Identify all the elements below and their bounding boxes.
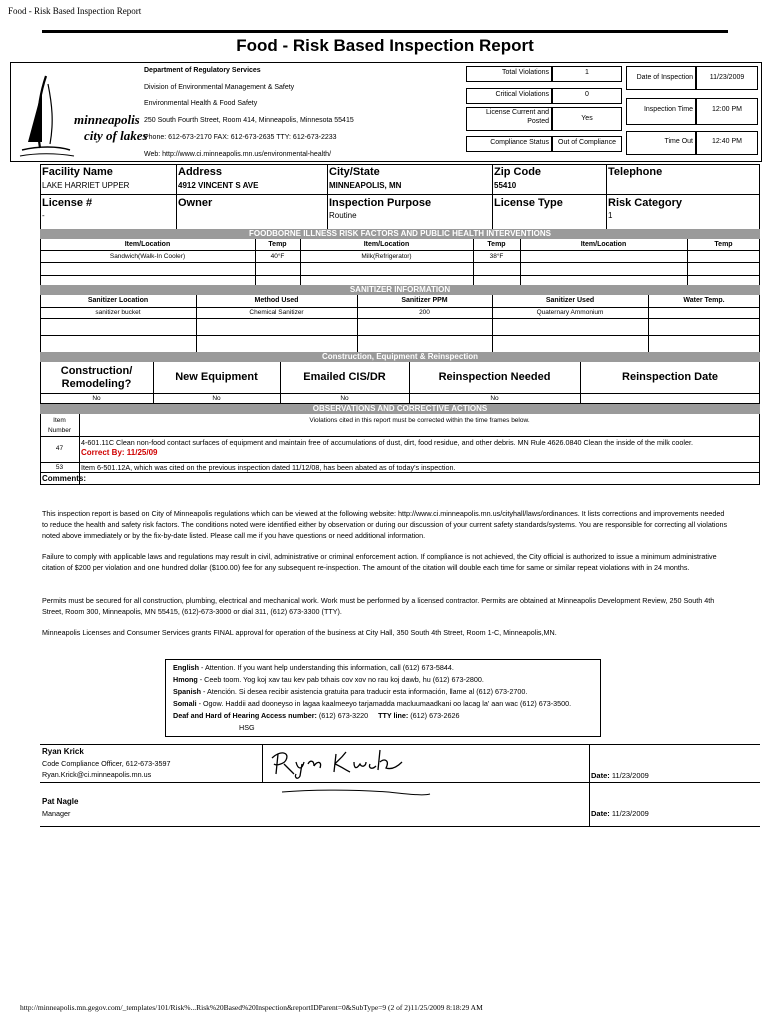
time-box: [696, 98, 758, 125]
foodborne-row-rule-2: [40, 262, 760, 263]
city-state-value: MINNEAPOLIS, MN: [329, 181, 402, 190]
zip-code-value: 55410: [494, 181, 517, 190]
manager-signature: [278, 784, 438, 804]
language-english-label: English: [173, 663, 199, 672]
logo-wordmark-city-of-lakes: city of lakes: [84, 128, 148, 143]
construction-header-line-1: Construction/: [60, 365, 133, 377]
inspection-time-label: Inspection Time: [643, 106, 693, 113]
language-hmong-text: - Ceeb toom. Yog koj xav tau kev pab txhais cov xov no rau koj dawb, hu (612) 673-2800.: [197, 675, 484, 684]
foodborne-row-rule-3: [40, 275, 760, 276]
license-current-value: Yes: [581, 115, 593, 122]
facility-col-rule-1: [176, 164, 177, 232]
facility-mid-rule: [40, 194, 760, 195]
signature-bottom-rule: [40, 826, 760, 827]
license-current-label-2: Posted: [527, 118, 549, 125]
critical-violations-box: [552, 88, 622, 104]
time-out-label: Time Out: [664, 138, 693, 145]
tty-line-number: (612) 673-2626: [408, 711, 460, 720]
browser-page-title: Food - Risk Based Inspection Report: [8, 6, 142, 16]
report-title: Food - Risk Based Inspection Report: [236, 36, 534, 55]
paragraph-permits: Permits must be secured for all construction, plumbing, electrical and mechanical work. Work must be performed by a licensed contractor. Permits are obtained at Minneapolis Development Review, 250 South 4th Street, Room 300, Minneapolis, MN 55415, (612)-673-3000 or dial 311, (612) 673-3300 (TTY).: [42, 596, 715, 616]
observations-section-band: OBSERVATIONS AND CORRECTIVE ACTIONS: [40, 404, 760, 414]
sanitizer-row-rule-2: [40, 318, 760, 319]
violation-2-number: 53: [55, 464, 64, 471]
timeout-label-box: [626, 131, 696, 155]
foodborne-header-item-3: Item/Location: [580, 241, 627, 248]
sanitizer-header-method: Method Used: [254, 297, 299, 304]
sanitizer-location-value: sanitizer bucket: [95, 309, 141, 316]
construction-section-band: Construction, Equipment & Reinspection: [40, 352, 760, 362]
date-label-box: [626, 66, 696, 90]
foodborne-row-rule-1: [40, 250, 760, 251]
agency-phone: Phone: 612-673-2170 FAX: 612-673-2635 TTY: 612-673-2233: [144, 134, 337, 141]
paragraph-compliance: Failure to comply with applicable laws and regulations may result in civil, administrative or criminal enforcement action. If compliance is not achieved, the City official is authorized to issue a minimum administrative citation of $200 per violation and one hundred dollar ($100.00) fee for any subsequent re-inspection. The amount of the citation will double each time for same or similar repeat violations with in 24 months.: [42, 552, 717, 572]
risk-category-label: Risk Category: [608, 197, 682, 209]
risk-category-value: 1: [608, 211, 613, 220]
agency-section: Environmental Health & Food Safety: [144, 100, 258, 107]
total-violations-value: 1: [585, 69, 589, 76]
construction-col-rule-4: [580, 362, 581, 404]
emailed-header: Emailed CIS/DR: [303, 371, 386, 383]
tty-line-label: TTY line:: [378, 711, 409, 720]
language-somali: [173, 698, 571, 710]
license-type-label: License Type: [494, 197, 563, 209]
inspector-signature: [266, 744, 416, 780]
language-spanish: [173, 686, 527, 698]
license-current-label-box: [466, 107, 552, 131]
signature-mid-rule: [40, 782, 760, 783]
license-current-label-1: License Current and: [485, 109, 549, 116]
date-of-inspection-label: Date of Inspection: [636, 74, 693, 81]
reinspection-needed-header: Reinspection Needed: [438, 371, 551, 383]
compliance-label-box: [466, 136, 552, 152]
reinspection-date-header: Reinspection Date: [622, 371, 718, 383]
violation-1-text: 4-601.11C Clean non-food contact surfaces of equipment and maintain free of accumulations of dust, dirt, food residue, and other debris. MN Rule 4626.0840 Clean the inside of the milk cooler.: [81, 438, 693, 447]
critical-violations-value: 0: [585, 91, 589, 98]
license-number-value: -: [42, 211, 45, 220]
sanitizer-row-rule-3: [40, 335, 760, 336]
foodborne-header-temp-2: Temp: [487, 241, 506, 248]
total-violations-box: [552, 66, 622, 82]
address-value: 4912 VINCENT S AVE: [178, 181, 259, 190]
inspection-time-value: 12:00 PM: [712, 106, 742, 113]
comments-label: Comments:: [42, 474, 87, 483]
telephone-label: Telephone: [608, 166, 663, 178]
manager-name: Pat Nagle: [42, 797, 79, 806]
total-violations-label: Total Violations: [502, 69, 549, 76]
city-state-label: City/State: [329, 166, 380, 178]
language-hmong-label: Hmong: [173, 675, 198, 684]
agency-address: 250 South Fourth Street, Room 414, Minneapolis, Minnesota 55415: [144, 117, 354, 124]
sanitizer-header-ppm: Sanitizer PPM: [401, 297, 448, 304]
sanitizer-row-rule-1: [40, 307, 760, 308]
time-out-value: 12:40 PM: [712, 138, 742, 145]
foodborne-header-item-2: Item/Location: [363, 241, 410, 248]
foodborne-temp-2: 38°F: [489, 253, 504, 260]
address-label: Address: [178, 166, 223, 178]
violation-1-number: 47: [55, 445, 64, 452]
zip-code-label: Zip Code: [494, 166, 542, 178]
foodborne-item-1: Sandwich(Walk-In Cooler): [109, 253, 186, 260]
title-rule: [42, 30, 728, 33]
total-violations-label-box: [466, 66, 552, 82]
license-current-box: [552, 107, 622, 131]
date-box: [696, 66, 758, 90]
construction-value: No: [92, 395, 101, 402]
sanitizer-header-location: Sanitizer Location: [87, 297, 149, 304]
language-hmong: [173, 674, 484, 686]
signature-col-rule-1: [262, 744, 263, 782]
observations-note: Violations cited in this report must be corrected within the time frames below.: [309, 417, 530, 424]
sanitizer-ppm-value: 200: [419, 309, 430, 316]
facility-col-rule-4: [606, 164, 607, 232]
agency-dept: Department of Regulatory Services: [144, 67, 261, 74]
foodborne-item-2: Milk(Refrigerator): [361, 253, 412, 260]
inspection-purpose-value: Routine: [329, 211, 357, 220]
license-number-label: License #: [42, 197, 93, 209]
inspector-date: [591, 771, 649, 780]
critical-violations-label-box: [466, 88, 552, 104]
date-of-inspection-value: 11/23/2009: [709, 74, 745, 81]
foodborne-header-item-1: Item/Location: [124, 241, 171, 248]
deaf-access-line: [173, 710, 459, 722]
inspector-date-value: 11/23/2009: [609, 771, 649, 780]
print-footer-url: http://minneapolis.mn.gegov.com/_templates/101/Risk%...Risk%20Based%20Inspection&reportIDParent=0&SubType=9 (2 of 2)11/25/2009 8:18:29 AM: [20, 1003, 483, 1012]
foodborne-temp-1: 40°F: [270, 253, 285, 260]
agency-division: Division of Environmental Management & Safety: [144, 84, 295, 91]
foodborne-header-temp-3: Temp: [714, 241, 733, 248]
construction-header: [40, 365, 153, 391]
paragraph-licenses: Minneapolis Licenses and Consumer Services grants FINAL approval for operation of the business at City Hall, 350 South 4th Street, Room 1-C, Minneapolis,MN.: [42, 628, 557, 637]
construction-row-rule: [40, 393, 760, 394]
language-english: [173, 662, 454, 674]
language-somali-text: - Ogow. Haddii aad dooneyso in lagaa kaalmeeyo tarjamadda macluumaadkani oo lacag la' aan wac (612) 673-3500.: [196, 699, 572, 708]
sanitizer-header-used: Sanitizer Used: [545, 297, 595, 304]
deaf-access-label: Deaf and Hard of Hearing Access number:: [173, 711, 317, 720]
reinspection-needed-value: No: [490, 395, 499, 402]
item-number-header-2: Number: [47, 427, 72, 434]
facility-name-value: LAKE HARRIET UPPER: [42, 181, 130, 190]
sanitizer-section-band: SANITIZER INFORMATION: [40, 285, 760, 295]
signature-col-rule-2: [589, 744, 590, 826]
sanitizer-method-value: Chemical Sanitizer: [249, 309, 304, 316]
critical-violations-label: Critical Violations: [495, 91, 549, 98]
facility-left-rule: [40, 164, 41, 232]
manager-date-label: Date:: [591, 809, 610, 818]
facility-right-rule: [759, 164, 760, 232]
inspector-date-label: Date:: [591, 771, 610, 780]
violation-1-correct-by: Correct By: 11/25/09: [81, 448, 158, 457]
observations-row-rule-3: [40, 472, 760, 473]
compliance-box: [552, 136, 622, 152]
observations-row-rule-1: [40, 436, 760, 437]
new-equipment-value: No: [212, 395, 221, 402]
manager-date-value: 11/23/2009: [609, 809, 649, 818]
paragraph-regulations: This inspection report is based on City of Minneapolis regulations which can be viewed at the following website: http://www.ci.minneapolis.mn.us/cityhall/laws/ordinances. It lists corrections and improvements needed to reduce the health and safety risk factors. The conditions noted were identified either by observation or during our discussion of your current safety standards/systems. You are responsible for correcting all violations noted above immediately or by the fix-by-date listed. Please call me if you have questions or need additional information.: [42, 509, 728, 540]
language-spanish-text: - Atención. Si desea recibir asistencia gratuita para traducir esta información, llame al (612) 673-2700.: [200, 687, 528, 696]
agency-web: Web: http://www.ci.minneapolis.mn.us/environmental-health/: [144, 151, 332, 158]
sanitizer-used-value: Quaternary Ammonium: [536, 309, 604, 316]
time-label-box: [626, 98, 696, 125]
inspector-title: Code Compliance Officer, 612-673-3597: [42, 759, 171, 768]
timeout-box: [696, 131, 758, 155]
compliance-value: Out of Compliance: [558, 139, 616, 146]
manager-title: Manager: [42, 809, 71, 818]
observations-row-rule-4: [40, 484, 760, 485]
sanitizer-header-water-temp: Water Temp.: [683, 297, 725, 304]
foodborne-section-band: FOODBORNE ILLNESS RISK FACTORS AND PUBLIC HEALTH INTERVENTIONS: [40, 229, 760, 239]
language-somali-label: Somali: [173, 699, 197, 708]
new-equipment-header: New Equipment: [175, 371, 258, 383]
owner-label: Owner: [178, 197, 213, 209]
facility-top-rule: [40, 164, 760, 165]
emailed-value: No: [340, 395, 349, 402]
facility-col-rule-2: [327, 164, 328, 232]
compliance-label: Compliance Status: [490, 139, 549, 146]
facility-col-rule-3: [492, 164, 493, 232]
inspection-purpose-label: Inspection Purpose: [329, 197, 432, 209]
hsg-text: HSG: [239, 723, 255, 732]
violation-2-text: Item 6-501.12A, which was cited on the previous inspection dated 11/12/08, has been abated as of today's inspection.: [81, 463, 456, 472]
inspector-email: Ryan.Krick@ci.minneapolis.mn.us: [42, 770, 152, 779]
language-spanish-label: Spanish: [173, 687, 201, 696]
manager-date: [591, 809, 649, 818]
foodborne-header-temp-1: Temp: [268, 241, 287, 248]
facility-name-label: Facility Name: [42, 166, 113, 178]
language-english-text: - Attention. If you want help understanding this information, call (612) 673-5844.: [198, 663, 454, 672]
deaf-access-number: (612) 673-3220: [316, 711, 369, 720]
inspector-name: Ryan Krick: [42, 747, 84, 756]
logo-wordmark-minneapolis: minneapolis: [74, 112, 140, 127]
item-number-header-1: Item: [53, 417, 66, 424]
construction-header-line-2: Remodeling?: [61, 378, 132, 390]
